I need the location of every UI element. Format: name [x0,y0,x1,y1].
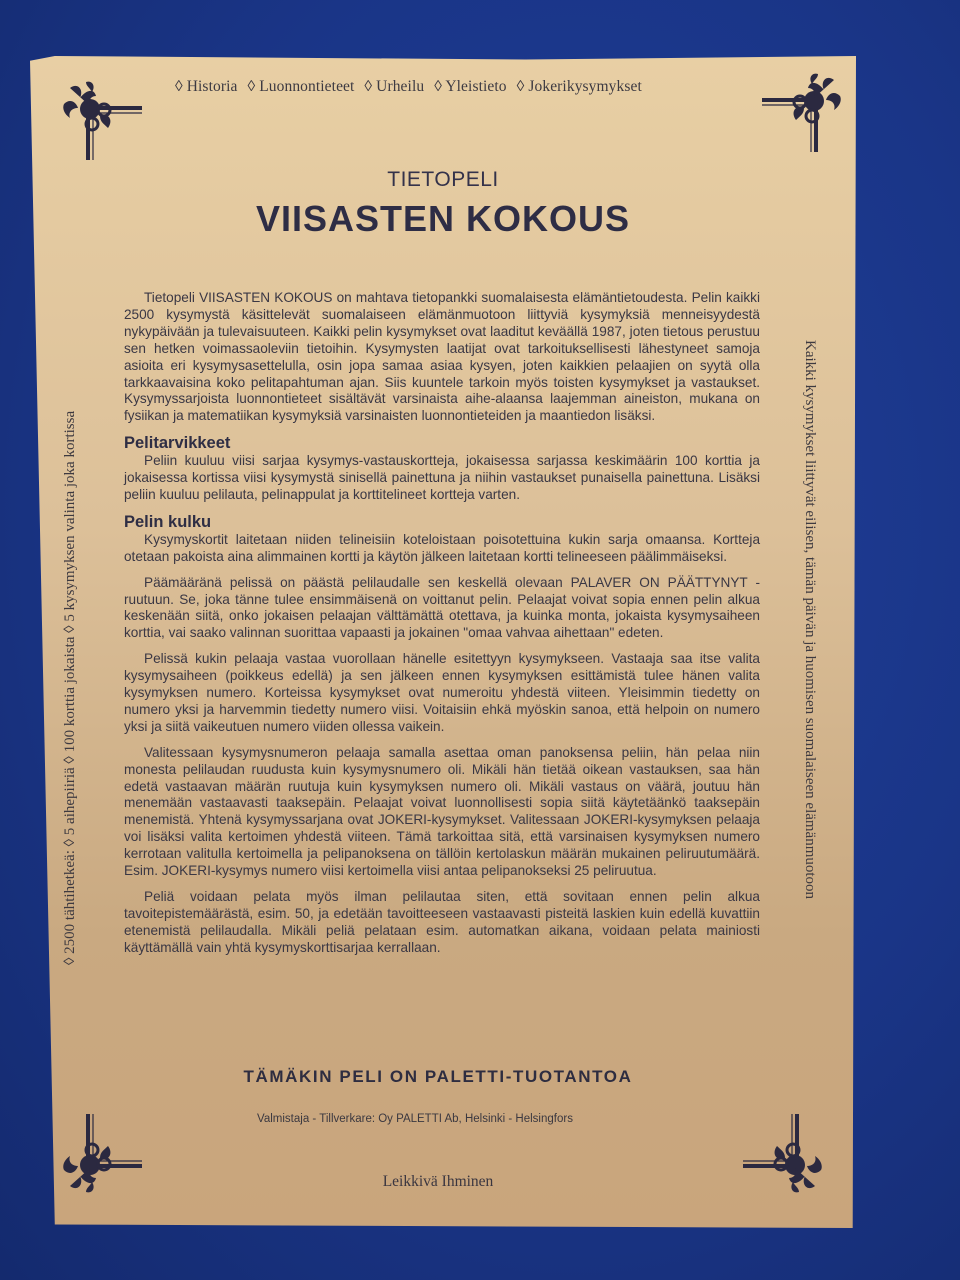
footer-series-name: Leikkivä Ihminen [382,1173,494,1190]
topic-list [175,78,695,96]
side-text-right: Kaikki kysymykset liittyvät eilisen, tämän päivän ja huomisen suomalaiseen elämänmuotoon [802,340,818,900]
footer-manufacturer: Valmistaja - Tillverkare: Oy PALETTI Ab, Helsinki - Helsingfors [257,1113,573,1125]
footer-brand: TÄMÄKIN PELI ON PALETTI-TUOTANTOA [243,1067,633,1086]
section-heading-equipment: Pelitarvikkeet [124,434,231,453]
fleur-de-lis-corner-icon [754,70,844,160]
page-subtitle: TIETOPELI [387,168,499,191]
page-title: VIISASTEN KOKOUS [255,198,631,239]
topic-item: ◊ Urheilu [364,78,425,95]
fleur-de-lis-corner-icon [60,78,150,168]
paragraph: Pelissä kukin pelaaja vastaa vuorollaan hänelle esitettyyn kysymykseen. Vastaaja saa itse valita kysymysaiheen (poikkeus edellä) ja sen jälkeen ennen kysymyksen esittämistä tulee hänen valita kysymyksen numero. Korteissa kysymykset ovat numeroitu yhdestä viiteen. Yleisimmin tiedetty on numero yksi ja harvemmin tiedetty numero viisi. Voitaisiin ehkä myöskin sanoa, että helpoin on numero yksi ja siitä vaikeutuen numero viiden ollessa vaikein. [124,651,760,734]
rules-body [124,290,760,966]
paragraph: Valitessaan kysymysnumeron pelaaja samalla asettaa oman panoksensa peliin, hän pelaa niin monesta pelilaudan ruudusta kuin kysymysnumero oli. Mikäli hän tietää oikean vastauksen, saa hän edetä vastaavan määrän ruutuja kuin kysymyksen numero oli. Mikäli vastaus on väärä, joutuu hän menemään vastaavasti taaksepäin. Pelaajat voivat luonnollisesti sopia siitä käytetäänkö taaksepäin menemistä. Yhtenä kysymyssarjana ovat JOKERI-kysymykset. Valitessaan JOKERI-kysymyksen pelaaja voi lisäksi valita kertoimen yhdestä viiteen. Tämä tarkoittaa sitä, että varsinaisen kysymyksen numero kerrotaan valitulla kertoimella ja pelipanoksena on tällöin kertolaskun määrän mukainen peliruutumäärä. Esim. JOKERI-kysymys numero viisi kertoimella viisi antaa pelipanokseksi 25 peliruutua. [124,744,760,879]
topic-item: ◊ Historia [175,78,238,95]
side-text-left: ◊ 2500 tähtihetkeä: ◊ 5 aihepiiriä ◊ 100 korttia jokaista ◊ 5 kysymyksen valinta joka kortissa [62,410,78,965]
paragraph: Kysymyskortit laitetaan niiden telineisiin koteloistaan poisotettuina kukin sarja omaansa. Kortteja otetaan pakoista aina alimmainen kortti ja käytön jälkeen laitetaan kortti telineeseen päälimmäiseksi. [124,531,760,564]
topic-item: ◊ Luonnontieteet [247,78,355,95]
section-heading-gameplay: Pelin kulku [124,512,212,531]
topic-item: ◊ Jokerikysymykset [516,78,642,95]
paragraph: Peliin kuuluu viisi sarjaa kysymys-vastauskortteja, jokaisessa sarjassa keskimäärin 100 korttia ja jokaisessa kortissa viisi kysymystä sinisellä painettuna ja niihin vastaukset punaisella painettuna. Lisäksi peliin kuuluu pelilauta, pelinappulat ja korttitelineet kortteja varten. [124,453,760,502]
paragraph: Päämääränä pelissä on päästä pelilaudalle sen keskellä olevaan PALAVER ON PÄÄTTYNYT -ruutuun. Se, joka tänne tulee ensimmäisenä on voittanut pelin. Pelaajat voivat sopia ennen pelin alkua keskenään siitä, onko jokaisen pelaajan välttämättä otettava, ja kuinka monta, jokaista kysymysaiheen korttia, vai saako valinnan suorittaa vapaasti ja jokainen "omaa vahvaa aihettaan" edeten. [124,574,760,641]
topic-item: ◊ Yleistieto [434,78,507,95]
paragraph: Peliä voidaan pelata myös ilman pelilautaa siten, että sovitaan ennen pelin alkua tavoitepistemäärästä, esim. 50, ja edetään tavoitteeseen vastaavasti pisteitä laskien kuin edellä kuvattiin etenemistä pelilaudalla. Mikäli peliä pelataan esim. automatkan aikana, voidaan pelata mainiosti käyttämällä vain yhtä kysymyskorttisarjaa kerrallaan. [124,889,760,955]
intro-paragraph: Tietopeli VIISASTEN KOKOUS on mahtava tietopankki suomalaisesta elämäntietoudesta. Pelin kaikki 2500 kysymystä käsittelevät suomalaiseen elämänmuotoon liittyviä kysymyksiä menneisyydestä nykypäivään ja tulevaisuuteen. Kaikki pelin kysymykset ovat laaditut keväällä 1987, joten tietous perustuu sen hetken voimassaoleviin tietoihin. Kysymysten laatijat ovat tarkoituksellisesti lähestyneet samoja asioita eri kysymysasettelulla, osin jopa samaa asiaa kysyen, joten kaikkien pelaajien on syytä olla tarkkaavaisina koko pelitapahtuman ajan. Siis kuuntele tarkoin myös toisten kysymykset ja vastaukset. Kysymyssarjoista luonnontieteet sisältävät varsinaista aihe-alaansa laajemman aineiston, mukana on fysiikan ja matematiikan kysymyksiä varsinaisten luonnontieteiden ja maantiedon lisäksi. [124,290,760,424]
